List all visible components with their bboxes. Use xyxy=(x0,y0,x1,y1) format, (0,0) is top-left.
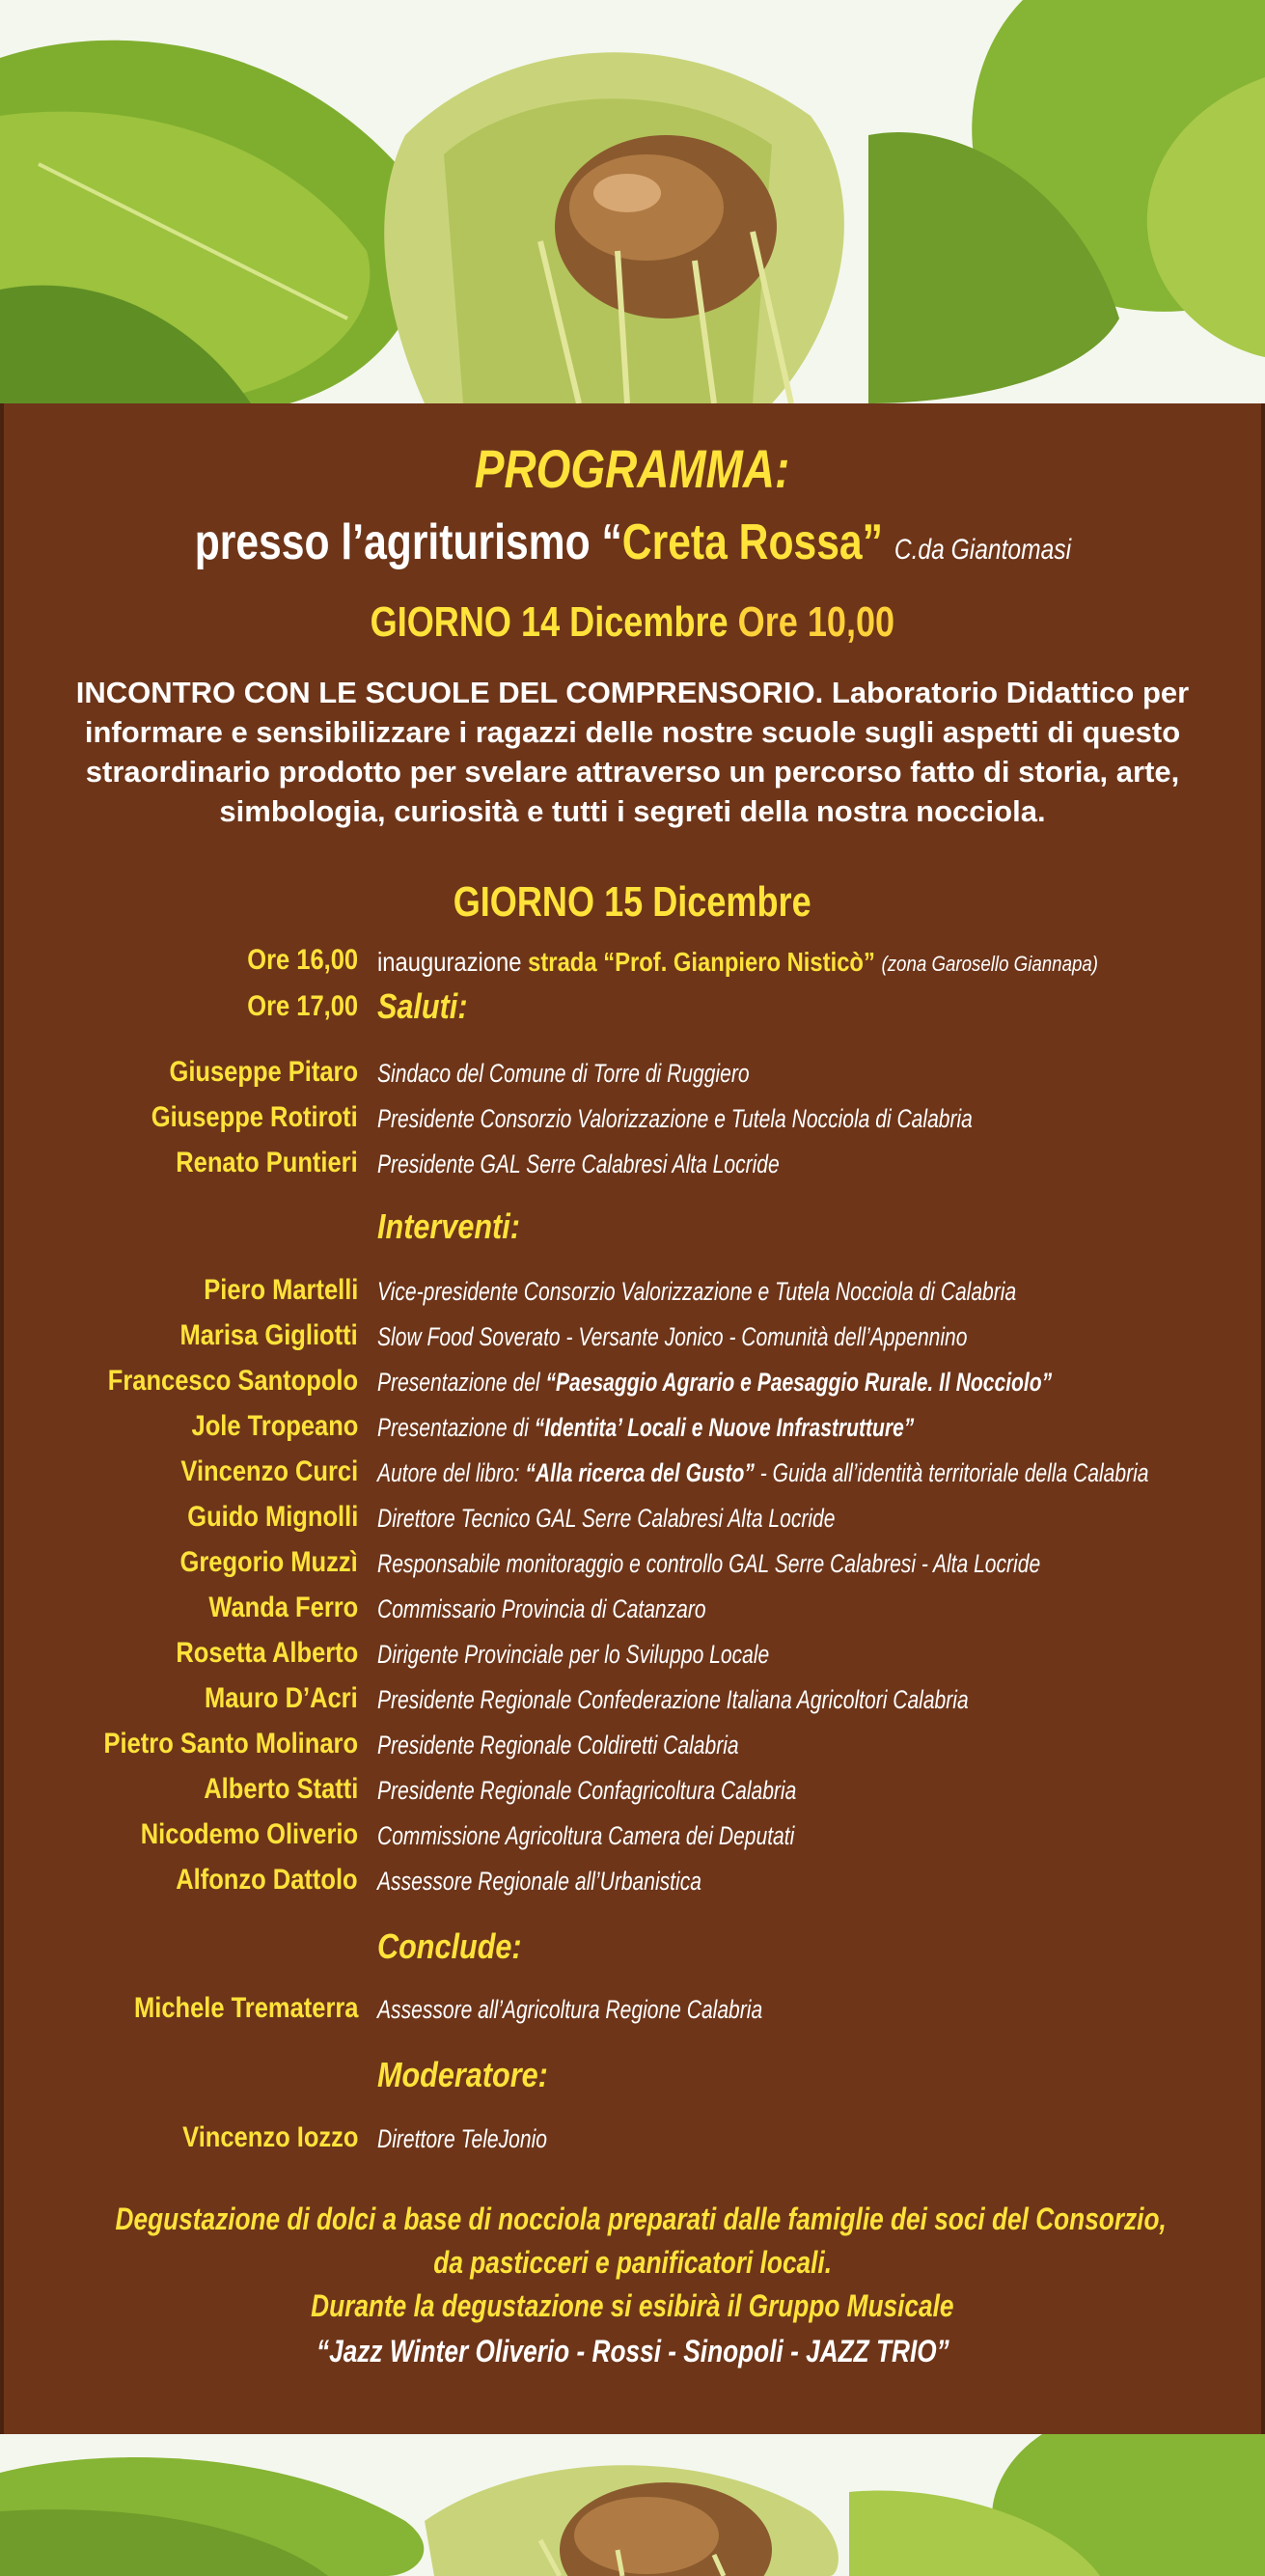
day1-heading xyxy=(0,598,1265,647)
speaker-role: Presentazione del “Paesaggio Agrario e Paesaggio Rurale. Il Nocciolo” xyxy=(377,1368,1053,1397)
inauguration-street: strada “Prof. Gianpiero Nisticò” xyxy=(528,947,875,977)
speaker-name: Renato Puntieri xyxy=(176,1147,358,1178)
day1-time: Ore 10,00 xyxy=(737,598,895,646)
speaker-name: Guido Mignolli xyxy=(186,1501,358,1533)
list-item xyxy=(0,1455,1265,1494)
list-item xyxy=(0,1637,1265,1676)
speaker-role: Direttore TeleJonio xyxy=(377,2124,547,2153)
moderatore-heading: Moderatore: xyxy=(377,2055,548,2094)
inauguration-text: inaugurazione xyxy=(377,947,522,977)
inauguration-note: (zona Garosello Giannapa) xyxy=(881,952,1099,976)
list-item xyxy=(0,1546,1265,1585)
schedule-time: Ore 16,00 xyxy=(247,944,358,976)
list-item xyxy=(0,1410,1265,1449)
conclude-heading: Conclude: xyxy=(377,1926,522,1966)
list-item xyxy=(0,1773,1265,1812)
interventi-heading: Interventi: xyxy=(377,1206,520,1246)
list-item xyxy=(0,1592,1265,1630)
speaker-name: Piero Martelli xyxy=(203,1274,358,1306)
speaker-role: Vice-presidente Consorzio Valorizzazione e Tutela Nocciola di Calabria xyxy=(377,1277,1017,1306)
speaker-role: Assessore all’Agricoltura Regione Calabria xyxy=(377,1995,763,2024)
day1-line: simbologia, curiosità e tutti i segreti della nostra nocciola. xyxy=(219,794,1046,828)
speaker-role: Sindaco del Comune di Torre di Ruggiero xyxy=(377,1059,750,1088)
list-item xyxy=(0,1365,1265,1403)
speaker-role: Presidente GAL Serre Calabresi Alta Locride xyxy=(377,1150,780,1178)
speaker-name: Nicodemo Oliverio xyxy=(140,1818,358,1850)
hazelnut-footer-image xyxy=(0,2434,1265,2576)
list-item xyxy=(0,2121,1265,2160)
inauguration-line xyxy=(377,947,1098,978)
speaker-role: Direttore Tecnico GAL Serre Calabresi Alta Locride xyxy=(377,1504,836,1533)
speaker-role: Autore del libro: “Alla ricerca del Gusto” - Guida all’identità territoriale della Calabria xyxy=(377,1458,1149,1487)
list-item xyxy=(0,1682,1265,1721)
speaker-role: Presidente Regionale Coldiretti Calabria xyxy=(377,1731,739,1759)
venue-locality: C.da Giantomasi xyxy=(894,534,1071,566)
speaker-name: Jole Tropeano xyxy=(191,1410,358,1442)
speaker-name: Alfonzo Dattolo xyxy=(176,1864,358,1896)
speaker-name: Giuseppe Rotiroti xyxy=(151,1101,358,1133)
speaker-name: Vincenzo Curci xyxy=(180,1455,358,1487)
speaker-name: Wanda Ferro xyxy=(208,1592,358,1623)
speaker-name: Rosetta Alberto xyxy=(176,1637,358,1669)
day1-label: GIORNO 14 Dicembre xyxy=(370,598,729,646)
list-item xyxy=(0,1864,1265,1902)
speaker-role: Dirigente Provinciale per lo Sviluppo Locale xyxy=(377,1640,770,1669)
speaker-role: Presidente Consorzio Valorizzazione e Tutela Nocciola di Calabria xyxy=(377,1104,973,1133)
schedule-time: Ore 17,00 xyxy=(247,990,358,1022)
speaker-role: Assessore Regionale all’Urbanistica xyxy=(377,1867,701,1896)
speaker-name: Gregorio Muzzì xyxy=(179,1546,358,1578)
saluti-heading: Saluti: xyxy=(377,986,468,1026)
speaker-name: Pietro Santo Molinaro xyxy=(103,1728,358,1759)
list-item xyxy=(0,1101,1265,1140)
speaker-name: Vincenzo Iozzo xyxy=(181,2121,358,2153)
speaker-role: Presidente Regionale Confagricoltura Calabria xyxy=(377,1776,797,1805)
venue-name: Creta Rossa xyxy=(621,514,863,570)
list-item xyxy=(0,1501,1265,1539)
speaker-name: Mauro D’Acri xyxy=(205,1682,358,1714)
list-item xyxy=(0,1818,1265,1857)
speaker-name: Marisa Gigliotti xyxy=(179,1319,358,1351)
list-item xyxy=(0,1728,1265,1766)
speaker-role: Commissario Provincia di Catanzaro xyxy=(377,1594,706,1623)
venue-prefix: presso l’agriturismo “ xyxy=(194,514,622,570)
speaker-name: Giuseppe Pitaro xyxy=(169,1056,358,1088)
closing-line: Durante la degustazione si esibirà il Gruppo Musicale xyxy=(311,2288,954,2323)
list-item xyxy=(0,1319,1265,1358)
closing-line: Degustazione di dolci a base di nocciola preparati dalle famiglie dei soci del Consorzio, xyxy=(115,2202,1167,2236)
day1-line: straordinario prodotto per svelare attraverso un percorso fatto di storia, arte, xyxy=(85,755,1180,789)
closing-line: “Jazz Winter Oliverio - Rossi - Sinopoli - JAZZ TRIO” xyxy=(316,2334,949,2368)
day1-description xyxy=(68,673,1197,831)
speaker-role: Commissione Agricoltura Camera dei Deputati xyxy=(377,1821,795,1850)
closing-line: da pasticceri e panificatori locali. xyxy=(433,2245,832,2280)
hazelnut-header-image xyxy=(0,0,1265,403)
speaker-name: Alberto Statti xyxy=(203,1773,358,1805)
list-item xyxy=(0,1056,1265,1094)
speaker-role: Responsabile monitoraggio e controllo GAL Serre Calabresi - Alta Locride xyxy=(377,1549,1041,1578)
list-item xyxy=(0,1274,1265,1313)
venue-line xyxy=(0,513,1265,571)
speaker-role: Presentazione di “Identita’ Locali e Nuove Infrastrutture” xyxy=(377,1413,915,1442)
day1-line: INCONTRO CON LE SCUOLE DEL COMPRENSORIO. Laboratorio Didattico per xyxy=(75,676,1190,709)
speaker-name: Michele Trematerra xyxy=(133,1992,358,2024)
program-title: PROGRAMMA: xyxy=(475,438,790,499)
day2-heading: GIORNO 15 Dicembre xyxy=(454,878,811,926)
day1-line: informare e sensibilizzare i ragazzi delle nostre scuole sugli aspetti di questo xyxy=(84,715,1181,749)
list-item xyxy=(0,1992,1265,2031)
speaker-role: Slow Food Soverato - Versante Jonico - Comunità dell’Appennino xyxy=(377,1322,968,1351)
venue-suffix: ” xyxy=(862,514,883,570)
speaker-name: Francesco Santopolo xyxy=(107,1365,358,1397)
list-item xyxy=(0,1147,1265,1185)
speaker-role: Presidente Regionale Confederazione Italiana Agricoltori Calabria xyxy=(377,1685,969,1714)
